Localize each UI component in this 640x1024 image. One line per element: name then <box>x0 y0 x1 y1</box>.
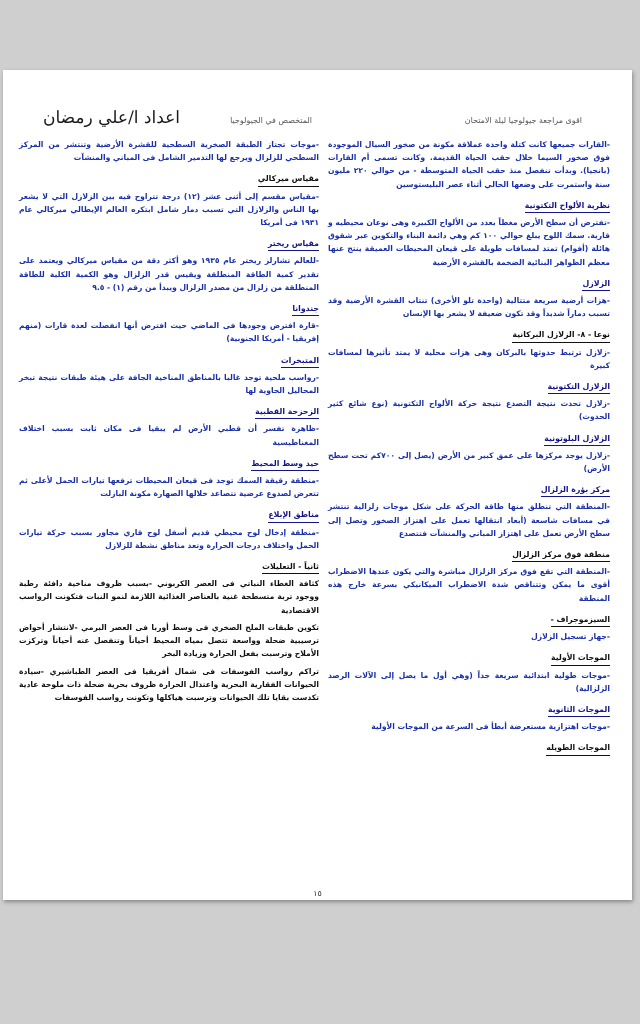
section-heading: الموجات الطويله <box>546 741 610 755</box>
section-heading: الزلازل التكتونية <box>548 380 610 394</box>
heading-row <box>328 195 610 216</box>
section-heading: الزلازل البلوتونية <box>544 432 610 446</box>
paragraph: -جهاز تسجيل الزلازل <box>531 632 610 642</box>
heading-row <box>328 737 610 758</box>
author-name: اعداد ا/علي رمضان <box>43 108 181 128</box>
paragraph: -للعالم تشارلز ريختر عام ١٩٣٥ وهو أكثر دقة من مقياس ميركالي ويعتمد على تقدير كمية الطاقة المنطلقة ويقيس قدر الزلزال وهو الكمية الكلية للطاقة المنطلقة من زلزال من مصدر الزلزال ويبدأ من رقم (١) - ٩.٥ <box>19 256 320 292</box>
paragraph: تراكم رواسب الفوسفات فى شمال أفريقيا فى العصر الطباشيري -سيادة الحيوانات الفقارية البحرية واعتدال الحرارة ظروف بحرية ضحلة ذات ملوحة عادية تكدست بقايا تلك الحيوانات وترسبت هياكلها وتكونت رواسب الفوسفات <box>19 666 319 702</box>
paragraph: -تفترض أن سطح الأرض مغطاً بعدد من الألواح الكبيرة وهى نوعان محيطيه و قارية. سمك اللوح يبلغ حوالي ١٠٠ كم وهي دائمة البناء والتكوين عبر شقوق هائلة (أفوام) تمتد لمسافات طويلة على قيعان المحيطات العميقة ينتج عنها معظم الظواهر البنائية الضخمة بالقشرة الأرضية <box>328 218 610 267</box>
paragraph: -زلازل ترتبط حدوثها بالبركان وهى هزات محلية لا يمتد تأثيرها لمسافات كبيرة <box>328 347 610 370</box>
paragraph: -مقياس مقسم إلى أثنى عشر (١٢) درجة تتراوح فيه بين الزلازل التي لا يشعر بها الناس والزلازل التي تسبب دمار شامل ابتكره العالم الإيطالي ميركالي عام ١٩٣١ فى أمريكا <box>19 191 319 228</box>
heading-row <box>19 556 319 577</box>
heading-row <box>19 350 319 371</box>
paragraph: -قارة افترض وجودها فى الماضي حيث افترض أنها انفصلت لعدة قارات (منهم إفريقيا - أمريكا الجنوبية) <box>19 321 319 344</box>
section-heading: الموجات الأولية <box>551 651 610 665</box>
section-heading: مقياس ميركالي <box>258 172 319 186</box>
paragraph: -المنطقة التي تنطلق منها طاقة الحركة على شكل موجات زلزالية تنتشر في مسافات شاسعة (أبعاد انتقالها تعمل على اهتزاز الصخور وتصل إلى سطح الأرض تعمل على اهتزاز المباني والمنشآت فتتصدع <box>328 502 610 538</box>
heading-row <box>328 609 610 630</box>
heading-row <box>328 699 610 720</box>
section-heading: حيد وسط المحيط <box>251 457 319 471</box>
text-columns <box>3 138 632 900</box>
section-heading: الزلازل <box>582 277 610 291</box>
section-heading: مناطق الإبلاع <box>268 508 319 522</box>
section-heading: الزحزحة القطبية <box>255 405 319 419</box>
paragraph: -منطقة إدخال لوح محيطي قديم أسفل لوح قاري مجاور بسبب حركة تيارات الحمل واختلاف درجات الحرارة وتعد مناطق نشطة للزلازل <box>19 527 319 550</box>
section-heading: السيزموجراف - <box>551 613 610 627</box>
paragraph: تكوين طبقات الملح الصخري فى وسط أوربا فى العصر البرمي -لانتشار أحواض ترسيبية ضحلة وواسعة تتصل بمياه المحيط أحياناً وتنفصل عنه أحياناً وتركزت الأملاح وترسبت بفعل الحرارة وزيادة البخر <box>19 622 319 659</box>
heading-row <box>19 453 319 474</box>
section-heading: مقياس ريختر <box>268 237 319 251</box>
paragraph: -رواسب ملحية توجد غالبا بالمناطق المناخية الجافة على هيئة طبقات نتيجة تبخر المحاليل الحاوية لها <box>19 372 319 396</box>
paragraph: -موجات اهتزازية مستعرضة أبطأ فى السرعة من الموجات الأولية <box>371 722 610 732</box>
heading-row <box>328 324 610 345</box>
heading-row <box>19 401 319 422</box>
heading-row <box>328 544 610 565</box>
heading-row <box>328 273 610 294</box>
right-column <box>328 138 610 759</box>
document-page <box>3 70 632 900</box>
section-heading: نوعا - ٨- الزلازل البركانية <box>512 328 610 342</box>
heading-row <box>19 233 319 254</box>
section-heading: جندوانا <box>292 302 319 316</box>
section-heading: نظرية الألواح التكتونية <box>525 199 610 213</box>
section-heading: منطقة فوق مركز الزلزال <box>512 548 610 562</box>
paragraph: -المنطقة التي تقع فوق مركز الزلزال مباشرة والتي يكون عندها الاضطراب أقوى ما يمكن وتتناقص شدة الاضطراب الميكانيكي بسرعة خارج هذه المنطقة <box>328 567 610 603</box>
paragraph: -القارات جميعها كانت كتلة واحدة عملاقة مكونة من صخور السيال الموجودة فوق صخور السيما خلال حقب الحياة القديمة. وكانت تسمى أم القارات (بانجيا). وبدأت تنفصل منذ حقب الحياة المتوسطة - من حوالي ٢٢٠ مليون سنة واستمرت على وضعها الحالي أثناء عصر البليستوسين <box>328 140 610 189</box>
heading-row <box>328 428 610 449</box>
page-number: ١٥ <box>313 889 322 898</box>
paragraph: -هزات أرضية سريعة متتالية (واحدة تلو الأخرى) تنتاب القشرة الأرضية وقد تسبب دماراً شديداً وقد تكون ضعيفة لا يشعر بها الإنسان <box>328 296 610 319</box>
heading-row <box>19 504 319 525</box>
paragraph: -منطقة رقيقة السمك توجد فى قيعان المحيطات ترفعها تيارات الحمل لأعلى ثم تتعرض لصدوع عرضية تتصاعد خلالها الصهارة مكونة البازلت <box>19 476 319 499</box>
section-heading: ثانياً - التعليلات <box>262 560 319 574</box>
paragraph: -موجات تجتاز الطبقة الصخرية السطحية للقشرة الأرضية وتنتشر من المركز السطحي للزلزال ويرجع لها التدمير الشامل فى المباني والمنشآت <box>19 140 319 163</box>
section-heading: الموجات الثانوية <box>548 703 610 717</box>
heading-row <box>19 168 319 189</box>
paragraph: -زلازل يوجد مركزها على عمق كبير من الأرض (يصل إلى ٧٠٠كم تحت سطح الأرض) <box>328 450 611 474</box>
heading-row <box>19 298 319 319</box>
heading-row <box>328 479 610 500</box>
header-left-title: اقوى مراجعة جيولوجيا ليلة الامتحان <box>464 116 582 125</box>
section-heading: مركز بؤرة الزلزال <box>541 483 610 497</box>
paragraph: -زلازل تحدث نتيجة التصدع نتيجة حركة الألواح التكتونية (نوع شائع كثير الحدوث) <box>328 399 610 422</box>
header-subtitle: المتخصص في الجيولوجيا <box>230 116 312 125</box>
left-column <box>19 138 319 708</box>
heading-row <box>328 647 610 668</box>
paragraph: -ظاهرة تفسر أن قطبي الأرض لم يبقيا فى مكان ثابت بسبب اختلاف المغناطيسية <box>19 424 319 447</box>
paragraph: كثافة الغطاء النباتي فى العصر الكربوني -بسبب ظروف مناخية دافئة رطبة ووجود تربة متسطحة غنية بالعناصر الغذائية اللازمة لنمو النبات فتكونت الرواسب الاقتصادية <box>19 579 319 615</box>
section-heading: المتبخرات <box>281 354 319 368</box>
heading-row <box>328 376 610 397</box>
paragraph: -موجات طولية ابتدائية سريعة جداً (وهي أول ما يصل إلى الآلات الرصد الزلزالية) <box>328 670 610 693</box>
